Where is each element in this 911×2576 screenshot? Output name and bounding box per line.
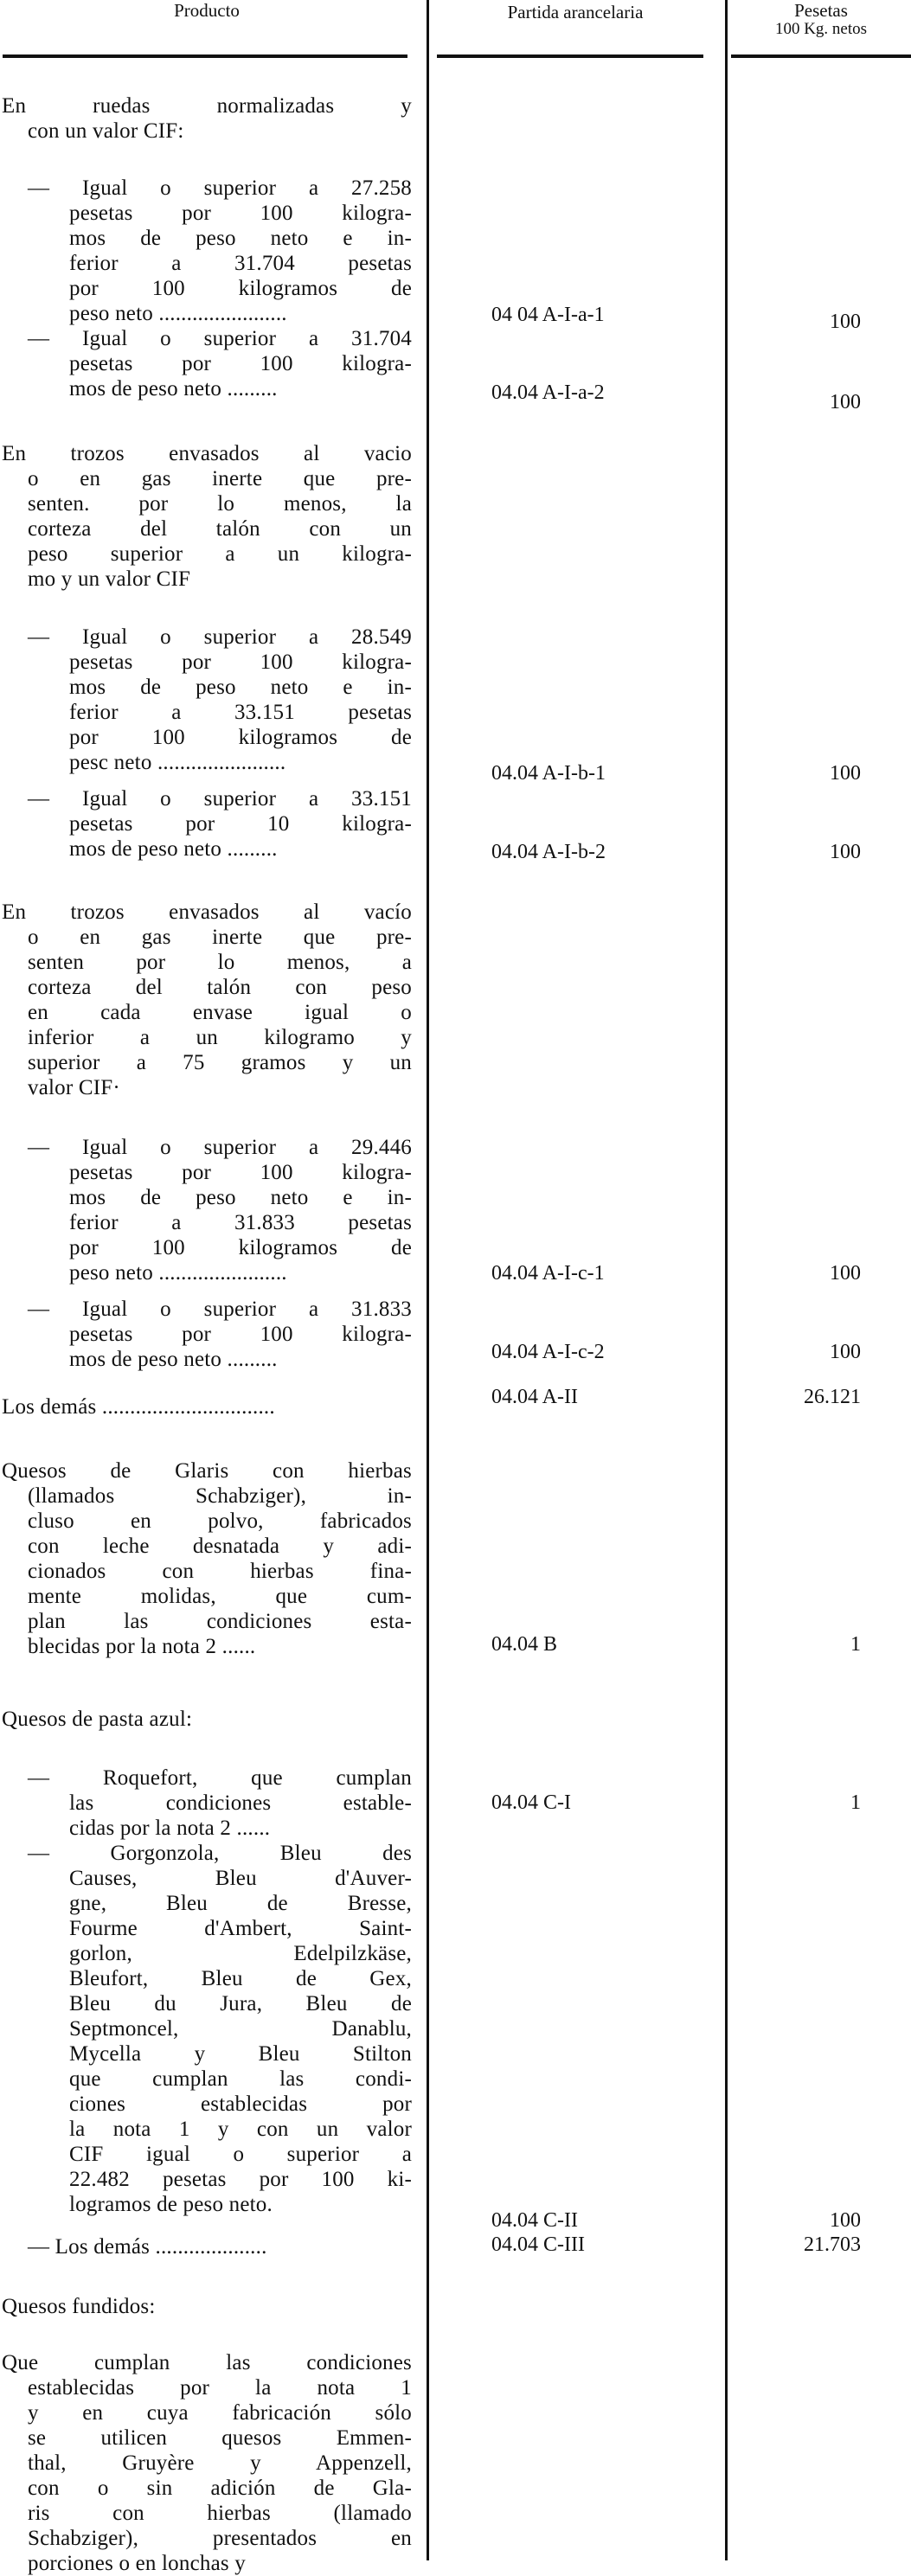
product-description-line: por 100 kilogramos de xyxy=(69,1236,412,1259)
product-description-line: ferior a 31.704 pesetas xyxy=(69,252,412,275)
product-description-line: corteza del talón con un xyxy=(28,517,412,541)
header-rule-partida xyxy=(437,54,703,58)
header-rule-pesetas xyxy=(731,54,911,58)
product-description-line: inferior a un kilogramo y xyxy=(28,1026,412,1049)
product-description-line: — Igual o superior a 29.446 xyxy=(28,1136,412,1159)
product-description-line: o en gas inerte que pre- xyxy=(28,926,412,949)
product-description-line: 22.482 pesetas por 100 ki- xyxy=(69,2168,412,2191)
pesetas-value: 1 xyxy=(850,1633,861,1656)
tariff-code: 04.04 A-I-c-1 xyxy=(491,1262,605,1285)
tariff-code: 04.04 A-II xyxy=(491,1386,578,1408)
product-description-line: Quesos de Glaris con hierbas xyxy=(2,1459,412,1483)
product-description-line: por 100 kilogramos de xyxy=(69,277,412,300)
product-description-line: Que cumplan las condiciones xyxy=(2,2351,412,2374)
product-description-line: peso neto ....................... xyxy=(69,1261,287,1285)
product-description-line: Bleufort, Bleu de Gex, xyxy=(69,1967,412,1990)
header-pesetas: Pesetas xyxy=(794,0,848,21)
product-description-line: las condiciones estable- xyxy=(69,1791,412,1815)
product-description-line: (llamados Schabziger), in- xyxy=(28,1484,412,1508)
product-description-line: por 100 kilogramos de xyxy=(69,726,412,749)
product-description-line: pesetas por 100 kilogra- xyxy=(69,1323,412,1346)
product-description-line: — Igual o superior a 27.258 xyxy=(28,176,412,200)
product-description-line: mos de peso neto ......... xyxy=(69,837,278,861)
product-description-line: mente molidas, que cum- xyxy=(28,1585,412,1608)
pesetas-value: 100 xyxy=(830,311,861,333)
product-description-line: Bleu du Jura, Bleu de xyxy=(69,1992,412,2015)
product-description-line: ferior a 31.833 pesetas xyxy=(69,1211,412,1234)
tariff-code: 04 04 A-I-a-1 xyxy=(491,304,605,326)
product-description-line: y en cuya fabricación sólo xyxy=(28,2401,412,2425)
pesetas-value: 100 xyxy=(830,1262,861,1285)
column-divider-1 xyxy=(427,0,429,2560)
pesetas-value: 1 xyxy=(850,1791,861,1814)
tariff-code: 04.04 C-II xyxy=(491,2209,578,2232)
product-description-line: Septmoncel, Danablu, xyxy=(69,2017,412,2041)
pesetas-value: 100 xyxy=(830,762,861,785)
product-description-line: pesetas por 100 kilogra- xyxy=(69,202,412,225)
product-description-line: valor CIF· xyxy=(28,1076,120,1099)
product-description-line: Quesos de pasta azul: xyxy=(2,1708,193,1731)
product-description-line: blecidas por la nota 2 ...... xyxy=(28,1635,256,1658)
product-description-line: Quesos fundidos: xyxy=(2,2295,156,2318)
product-description-line: o en gas inerte que pre- xyxy=(28,467,412,490)
product-description-line: que cumplan las condi- xyxy=(69,2067,412,2091)
product-description-line: plan las condiciones esta- xyxy=(28,1610,412,1633)
product-description-line: ris con hierbas (llamado xyxy=(28,2502,412,2525)
pesetas-value: 21.703 xyxy=(804,2233,861,2256)
product-description-line: mos de peso neto e in- xyxy=(69,676,412,699)
product-description-line: En trozos envasados al vacio xyxy=(2,442,412,465)
product-description-line: CIF igual o superior a xyxy=(69,2143,412,2166)
tariff-code: 04.04 A-I-a-2 xyxy=(491,381,605,404)
tariff-code: 04.04 A-I-b-2 xyxy=(491,841,606,863)
product-description-line: En trozos envasados al vacío xyxy=(2,900,412,924)
product-description-line: — Igual o superior a 28.549 xyxy=(28,625,412,649)
tariff-code: 04.04 C-I xyxy=(491,1791,571,1814)
product-description-line: — Igual o superior a 31.833 xyxy=(28,1298,412,1321)
product-description-line: peso superior a un kilogra- xyxy=(28,542,412,566)
tariff-code: 04.04 C-III xyxy=(491,2233,585,2256)
product-description-line: mo y un valor CIF xyxy=(28,567,191,591)
product-description-line: peso neto ....................... xyxy=(69,302,287,325)
header-partida: Partida arancelaria xyxy=(507,2,644,22)
product-description-line: en cada envase igual o xyxy=(28,1001,412,1024)
product-description-line: senten por lo menos, a xyxy=(28,951,412,974)
product-description-line: cidas por la nota 2 ...... xyxy=(69,1817,271,1840)
pesetas-value: 26.121 xyxy=(804,1386,861,1408)
product-description-line: mos de peso neto e in- xyxy=(69,227,412,250)
product-description-line: pesetas por 10 kilogra- xyxy=(69,812,412,836)
column-divider-2 xyxy=(725,0,728,2560)
product-description-line: En ruedas normalizadas y xyxy=(2,94,412,118)
product-description-line: mos de peso neto ......... xyxy=(69,377,278,400)
product-description-line: — Igual o superior a 31.704 xyxy=(28,327,412,350)
pesetas-value: 100 xyxy=(830,2209,861,2232)
product-description-line: Causes, Bleu d'Auver- xyxy=(69,1867,412,1890)
product-description-line: Los demás ............................... xyxy=(2,1395,275,1419)
product-description-line: con un valor CIF: xyxy=(28,119,184,143)
product-description-line: porciones o en lonchas y xyxy=(28,2552,246,2575)
product-description-line: — Gorgonzola, Bleu des xyxy=(28,1842,412,1865)
product-description-line: pesetas por 100 kilogra- xyxy=(69,352,412,375)
product-description-line: Fourme d'Ambert, Saint- xyxy=(69,1917,412,1940)
product-description-line: con o sin adición de Gla- xyxy=(28,2477,412,2500)
product-description-line: ciones establecidas por xyxy=(69,2092,412,2116)
tariff-code: 04.04 A-I-c-2 xyxy=(491,1341,605,1363)
product-description-line: pesetas por 100 kilogra- xyxy=(69,1161,412,1184)
product-description-line: con leche desnatada y adi- xyxy=(28,1535,412,1558)
pesetas-value: 100 xyxy=(830,841,861,863)
tariff-code: 04.04 A-I-b-1 xyxy=(491,762,606,785)
product-description-line: pesc neto ....................... xyxy=(69,751,286,774)
header-producto: Producto xyxy=(174,0,240,21)
product-description-line: establecidas por la nota 1 xyxy=(28,2376,412,2400)
product-description-line: Mycella y Bleu Stilton xyxy=(69,2042,412,2066)
product-description-line: — Igual o superior a 33.151 xyxy=(28,787,412,811)
product-description-line: senten. por lo menos, la xyxy=(28,492,412,516)
product-description-line: Schabziger), presentados en xyxy=(28,2527,412,2550)
product-description-line: gne, Bleu de Bresse, xyxy=(69,1892,412,1915)
product-description-line: mos de peso neto ......... xyxy=(69,1348,278,1371)
product-description-line: ferior a 33.151 pesetas xyxy=(69,701,412,724)
product-description-line: pesetas por 100 kilogra- xyxy=(69,650,412,674)
product-description-line: gorlon, Edelpilzkäse, xyxy=(69,1942,412,1965)
product-description-line: thal, Gruyère y Appenzell, xyxy=(28,2451,412,2475)
pesetas-value: 100 xyxy=(830,391,861,413)
product-description-line: corteza del talón con peso xyxy=(28,976,412,999)
tariff-code: 04.04 B xyxy=(491,1633,558,1656)
product-description-line: cionados con hierbas fina- xyxy=(28,1560,412,1583)
pesetas-value: 100 xyxy=(830,1341,861,1363)
header-pesetas-unit: 100 Kg. netos xyxy=(774,20,868,38)
header-rule-producto xyxy=(3,54,407,58)
product-description-line: la nota 1 y con un valor xyxy=(69,2118,412,2141)
product-description-line: se utilicen quesos Emmen- xyxy=(28,2426,412,2450)
product-description-line: cluso en polvo, fabricados xyxy=(28,1509,412,1533)
product-description-line: — Roquefort, que cumplan xyxy=(28,1766,412,1790)
product-description-line: logramos de peso neto. xyxy=(69,2193,273,2216)
product-description-line: mos de peso neto e in- xyxy=(69,1186,412,1209)
product-description-line: superior a 75 gramos y un xyxy=(28,1051,412,1074)
product-description-line: — Los demás .................... xyxy=(28,2235,267,2259)
